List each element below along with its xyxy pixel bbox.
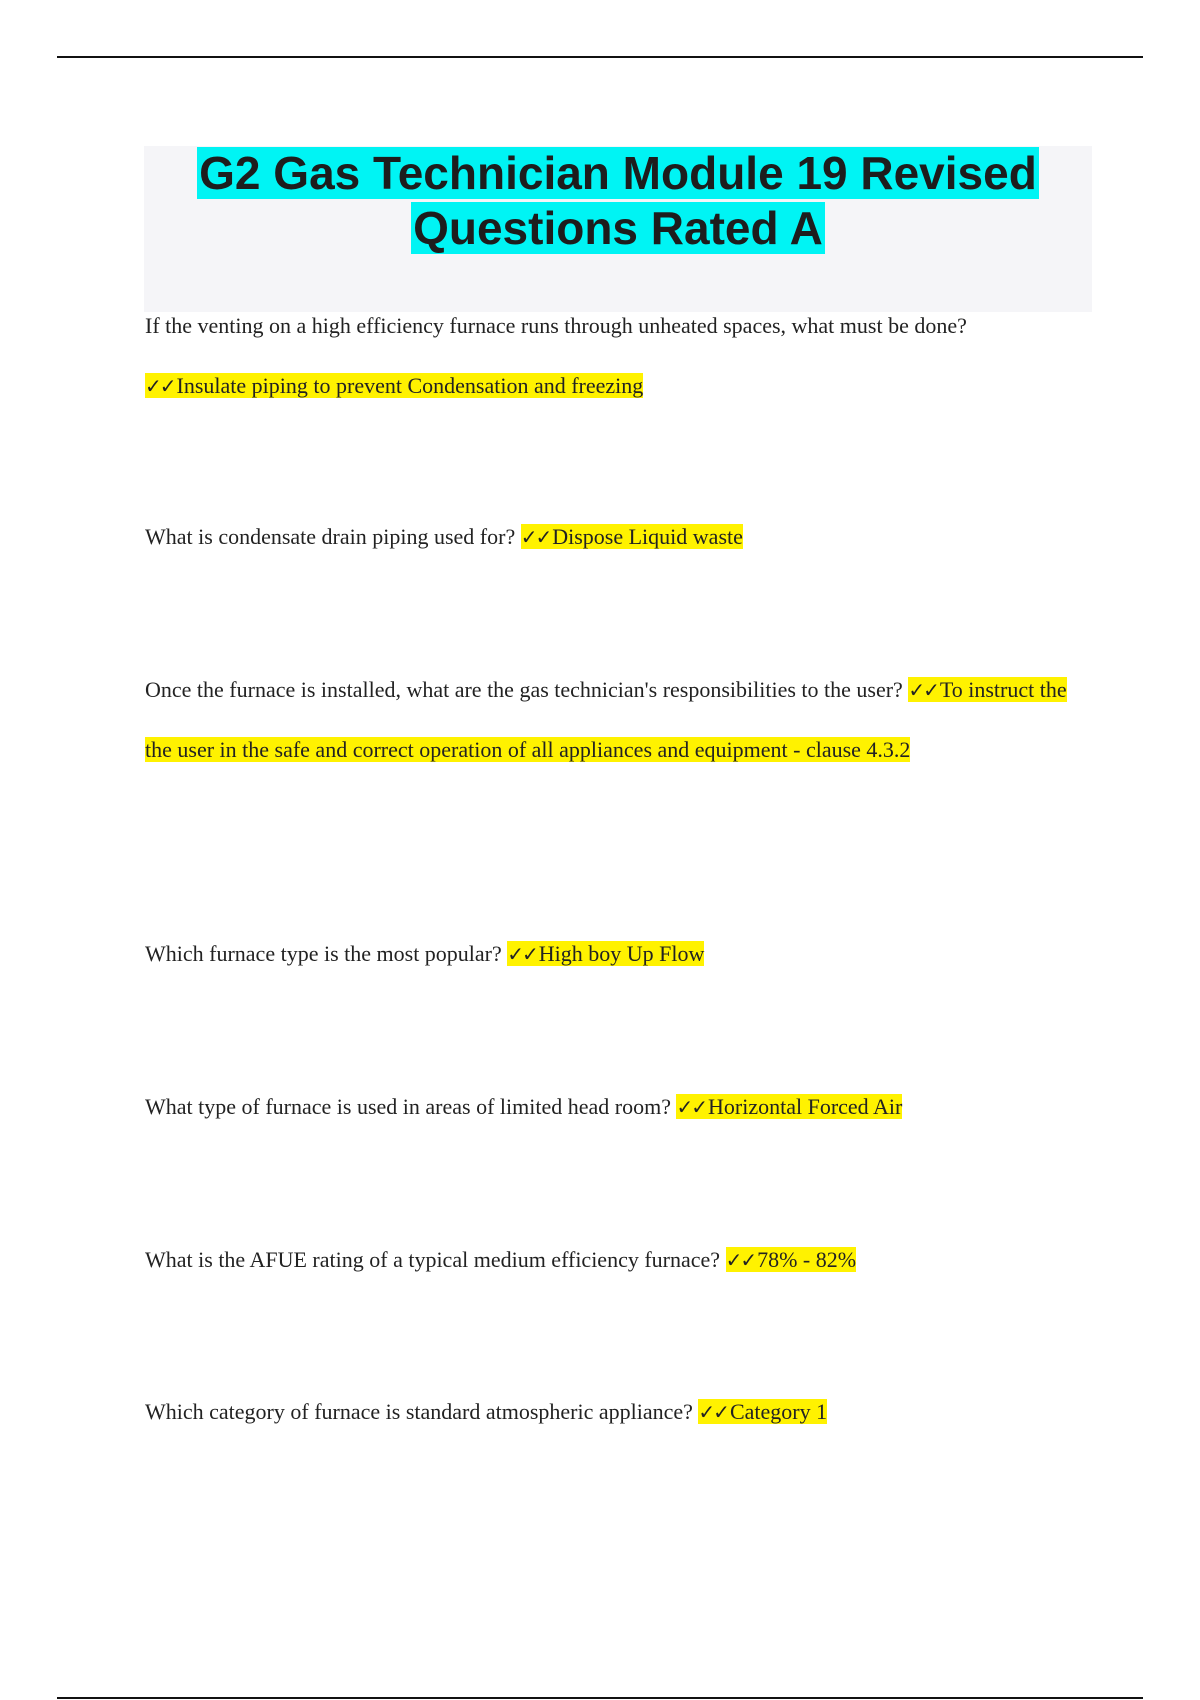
- question-text: What is the AFUE rating of a typical medium efficiency furnace?: [145, 1247, 721, 1272]
- qa-item-2: [145, 507, 1075, 567]
- qa-item-7: [145, 1382, 1075, 1442]
- question-text: Once the furnace is installed, what are the gas technician's responsibilities to the user?: [145, 677, 903, 702]
- double-check-icon: ✓✓: [145, 374, 175, 398]
- double-check-icon: ✓✓: [908, 678, 938, 702]
- question-text: Which furnace type is the most popular?: [145, 941, 502, 966]
- question-text: What type of furnace is used in areas of limited head room?: [145, 1094, 671, 1119]
- answer-text: Dispose Liquid waste: [552, 524, 743, 549]
- question-text: Which category of furnace is standard atmospheric appliance?: [145, 1399, 693, 1424]
- top-rule: [57, 56, 1143, 58]
- title-line-1: G2 Gas Technician Module 19 Revised: [199, 147, 1037, 199]
- question-text: What is condensate drain piping used for?: [145, 524, 516, 549]
- answer-highlight: [521, 524, 743, 549]
- answer-highlight: [145, 373, 643, 398]
- qa-item-1: [145, 296, 1075, 416]
- answer-text: Insulate piping to prevent Condensation and freezing: [176, 373, 644, 398]
- qa-item-3: [145, 660, 1075, 780]
- answer-highlight: [507, 941, 704, 966]
- answer-text: To instruct the the user in the safe and correct operation of all appliances and equipment - clause 4.3.2: [145, 677, 1067, 762]
- answer-highlight: [698, 1399, 827, 1424]
- qa-item-5: [145, 1077, 1075, 1137]
- answer-text: Horizontal Forced Air: [708, 1094, 903, 1119]
- double-check-icon: ✓✓: [676, 1095, 706, 1119]
- title-block: [144, 146, 1092, 312]
- answer-text: Category 1: [729, 1399, 828, 1424]
- double-check-icon: ✓✓: [725, 1248, 756, 1272]
- answer-text: 78% - 82%: [757, 1247, 857, 1272]
- question-text: If the venting on a high efficiency furnace runs through unheated spaces, what must be done?: [145, 313, 967, 338]
- qa-item-4: [145, 924, 1075, 984]
- answer-text: High boy Up Flow: [538, 941, 705, 966]
- answer-highlight: [726, 1247, 857, 1272]
- qa-item-6: [145, 1230, 1075, 1290]
- bottom-rule: [57, 1697, 1143, 1699]
- answer-highlight: [676, 1094, 902, 1119]
- title-line-2: Questions Rated A: [413, 202, 823, 254]
- double-check-icon: ✓✓: [507, 942, 537, 966]
- document-title: [197, 147, 1039, 254]
- double-check-icon: ✓✓: [520, 525, 551, 549]
- double-check-icon: ✓✓: [698, 1400, 728, 1424]
